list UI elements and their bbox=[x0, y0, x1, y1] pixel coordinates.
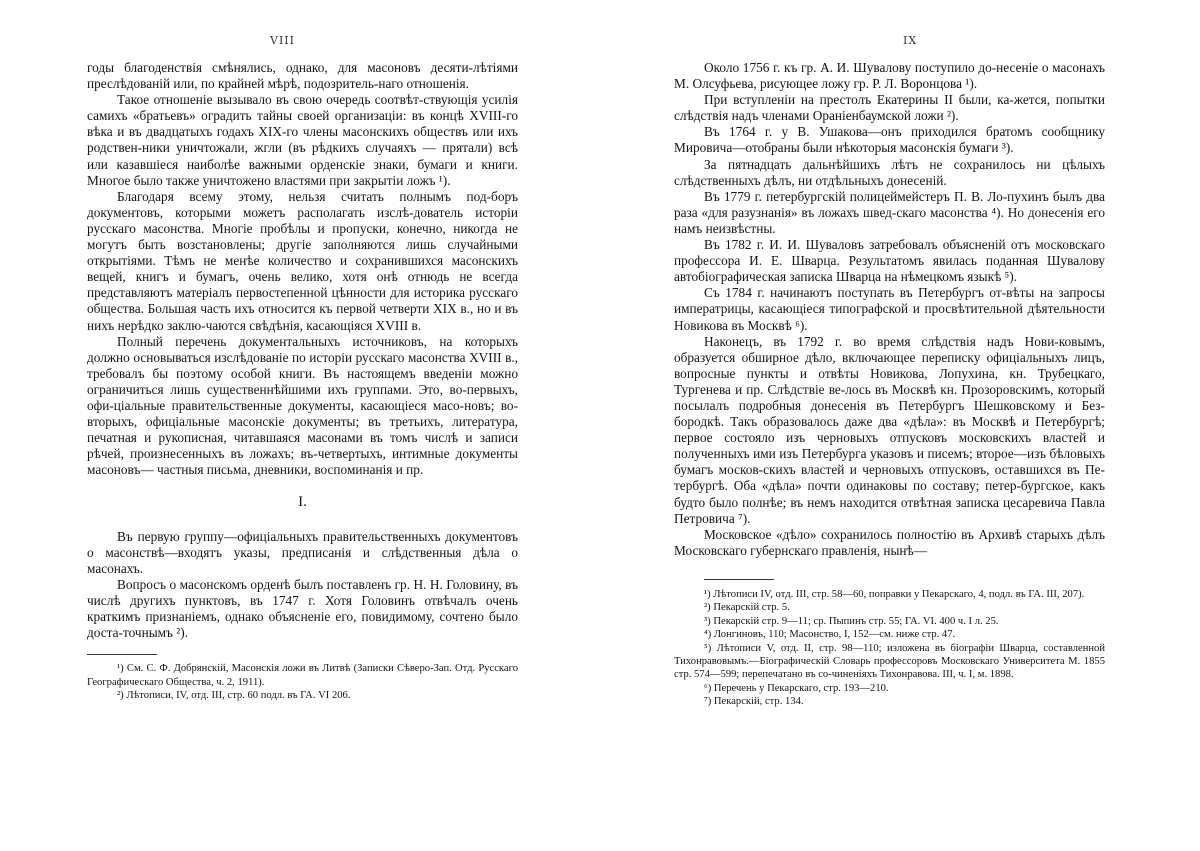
paragraph: Вопросъ о масонскомъ орденѣ былъ поставленъ гр. Н. Н. Головину, въ числѣ другихъ пунктовъ, въ 1747 г. Хотя Головинъ отвѣчалъ очень краткимъ признаніемъ, однако объясненіе его, повидимому, сочтено было доста-точнымъ ²). bbox=[87, 576, 518, 641]
paragraph: Наконецъ, въ 1792 г. во время слѣдствія надъ Нови-ковымъ, образуется обширное дѣло, включающее переписку офиціальныхъ лицъ, вопросные пункты и отвѣты Новикова, Лопухина, кн. Трубецкаго, Тургенева и пр. Слѣдствіе ве-лось въ Москвѣ кн. Прозоровскимъ, который посылалъ подробныя донесенія въ Петербургъ Шешковскому и Без-бородкѣ. Такъ образовалось даже два «дѣла»: въ Москвѣ и Петербургѣ; первое состояло изъ черновыхъ отпусковъ московскихъ властей и полученныхъ ими изъ Петербурга указовъ и писемъ; второе—изъ бѣловыхъ бумагъ москов-скихъ властей и черновыхъ отпусковъ, оставшихся въ Пе-тербургѣ. Оба «дѣла» почти одинаковы по составу; петер-бургское, какъ будто было полнѣе; въ немъ находится отвѣтная записка цесаревича Павла Петровича ⁷). bbox=[674, 333, 1105, 526]
page-body bbox=[87, 60, 518, 702]
footnote: ¹) Лѣтописи IV, отд. III, стр. 58—60, поправки у Пекарскаго, 4, подл. въ ГА. III, 207). bbox=[704, 588, 1085, 600]
page-body bbox=[674, 60, 1105, 709]
paragraph: Полный перечень документальныхъ источниковъ, на которыхъ должно основываться изслѣдованіе по исторіи русскаго масонства XVIII в., требовалъ бы поэтому особой книги. Въ настоящемъ введеніи можно ограничиться лишь существеннѣйшими ихъ группами. Это, во-первыхъ, офи-ціальные правительственные документы, касающіеся масо-новъ; во-вторыхъ, офиціальные масонскіе документы; въ третьихъ, литература, печатная и рукописная, читавшаяся масонами въ томъ числѣ и записи рѣчей, произнесенныхъ въ ложахъ; въ-четвертыхъ, интимные документы масоновъ— частныя письма, дневники, воспоминанія и пр. bbox=[87, 333, 518, 478]
paragraph: Московское «дѣло» сохранилось полностію въ Архивѣ старыхъ дѣлъ Московскаго губернскаго правленія, нынѣ— bbox=[674, 526, 1105, 558]
paragraph: Такое отношеніе вызывало въ свою очередь соотвѣт-ствующія усилія самихъ «братьевъ» оградить тайны своей организаціи: въ концѣ XVIII-го вѣка и въ двадцатыхъ годахъ XIX-го члены масонскихъ обществъ или ихъ родствен-ники уничтожали, жгли (въ рѣдкихъ случаяхъ — прятали) всѣ или казавшіеся наиболѣе важными орденскіе знаки, бумаги и книги. Многое было также уничтожено властями при закрытіи ложъ ¹). bbox=[87, 92, 518, 188]
footnote: ³) Пекарскій стр. 9—11; ср. Пыпинъ стр. 55; ГА. VI. 400 ч. I л. 25. bbox=[704, 615, 999, 627]
footnote: ¹) См. С. Ф. Добрянскій, Масонскія ложи въ Литвѣ (Записки Сѣверо-Зап. Отд. Русскаго Географическаго Общества, ч. 2, 1911). bbox=[87, 663, 518, 688]
footnote: ⁶) Перечень у Пекарскаго, стр. 193—210. bbox=[704, 682, 889, 694]
paragraph: При вступленіи на престолъ Екатерины II были, ка-жется, попытки слѣдствія надъ членами Ораніенбаумской ложи ²). bbox=[674, 92, 1105, 124]
paragraph: Около 1756 г. къ гр. А. И. Шувалову поступило до-несеніе о масонахъ М. Олсуфьева, рисующее ложу гр. Р. Л. Воронцова ¹). bbox=[674, 60, 1105, 92]
paragraph: Въ первую группу—офиціальныхъ правительственныхъ документовъ о масонствѣ—входятъ указы, предписанія и слѣдственныя дѣла о масонахъ. bbox=[87, 528, 518, 576]
footnote: ²) Лѣтописи, IV, отд. III, стр. 60 подл. въ ГА. VI 206. bbox=[117, 690, 351, 701]
paragraph: Благодаря всему этому, нельзя считать полнымъ под-боръ документовъ, которыми можетъ располагать изслѣ-дователь исторіи русскаго масонства. Многіе пробѣлы и пропуски, конечно, никогда не могутъ быть возстановлены; другіе заполняются лишь случайными открытіями. Тѣмъ не менѣе количество и сохранившихся масонскихъ вещей, книгъ и бумагъ, очень велико, хотя онѣ отнюдь не всегда представляютъ матеріалъ первостепенной цѣнности для историка русскаго общества. Большая часть ихъ относится къ первой четверти XIX в., но и въ нихъ нерѣдко заклю-чаются свѣдѣнія, касающіяся XVIII в. bbox=[87, 188, 518, 333]
right-page bbox=[600, 0, 1200, 851]
page-number: IX bbox=[903, 34, 918, 47]
footnote-divider bbox=[87, 654, 157, 655]
footnote: ⁴) Лонгиновъ, 110; Масонство, I, 152—см. ниже стр. 47. bbox=[704, 629, 956, 641]
paragraph: Въ 1779 г. петербургскій полицеймейстеръ П. В. Ло-пухинъ былъ два раза «для разузнанія» въ ложахъ швед-скаго масонства ⁴). Но донесенія его намъ неизвѣстны. bbox=[674, 188, 1105, 236]
footnote: ⁵) Лѣтописи V, отд. II, стр. 98—110; изложена въ біографіи Шварца, составленной Тихонравовымъ.—Біографическій Словарь профессоровъ Московскаго Университета М. 1855 стр. 574—599; перепечатано въ со-чиненіяхъ Тихонравова. III, ч. I, м. 1898. bbox=[674, 642, 1105, 681]
footnote-divider bbox=[704, 579, 774, 580]
paragraph: Въ 1782 г. И. И. Шуваловъ затребовалъ объясненій отъ московскаго профессора И. Е. Шварца. Результатомъ явилась поданная Шувалову автобіографическая записка Шварца на нѣмецкомъ языкѣ ⁵). bbox=[674, 237, 1105, 285]
paragraph: За пятнадцать дальнѣйшихъ лѣтъ не сохранилось ни цѣлыхъ слѣдственныхъ дѣлъ, ни отдѣльныхъ донесеній. bbox=[674, 156, 1105, 188]
footnote: ²) Пекарскій стр. 5. bbox=[704, 602, 790, 614]
paragraph: Въ 1764 г. у В. Ушакова—онъ приходился братомъ сообщнику Мировича—отобраны были нѣкоторыя масонскія бумаги ³). bbox=[674, 124, 1105, 156]
paragraph: Съ 1784 г. начинаютъ поступать въ Петербургъ от-вѣты на запросы императрицы, касающіеся типографской и просвѣтительной дѣятельности Новикова въ Москвѣ ⁶). bbox=[674, 285, 1105, 333]
page-number: VIII bbox=[270, 34, 295, 47]
section-heading: I. bbox=[298, 494, 307, 511]
paragraph: годы благоденствія смѣнялись, однако, для масоновъ десяти-лѣтіями преслѣдованій или, по крайней мѣрѣ, подозритель-наго отношенія. bbox=[87, 60, 518, 92]
footnote: ⁷) Пекарскій, стр. 134. bbox=[704, 696, 804, 708]
